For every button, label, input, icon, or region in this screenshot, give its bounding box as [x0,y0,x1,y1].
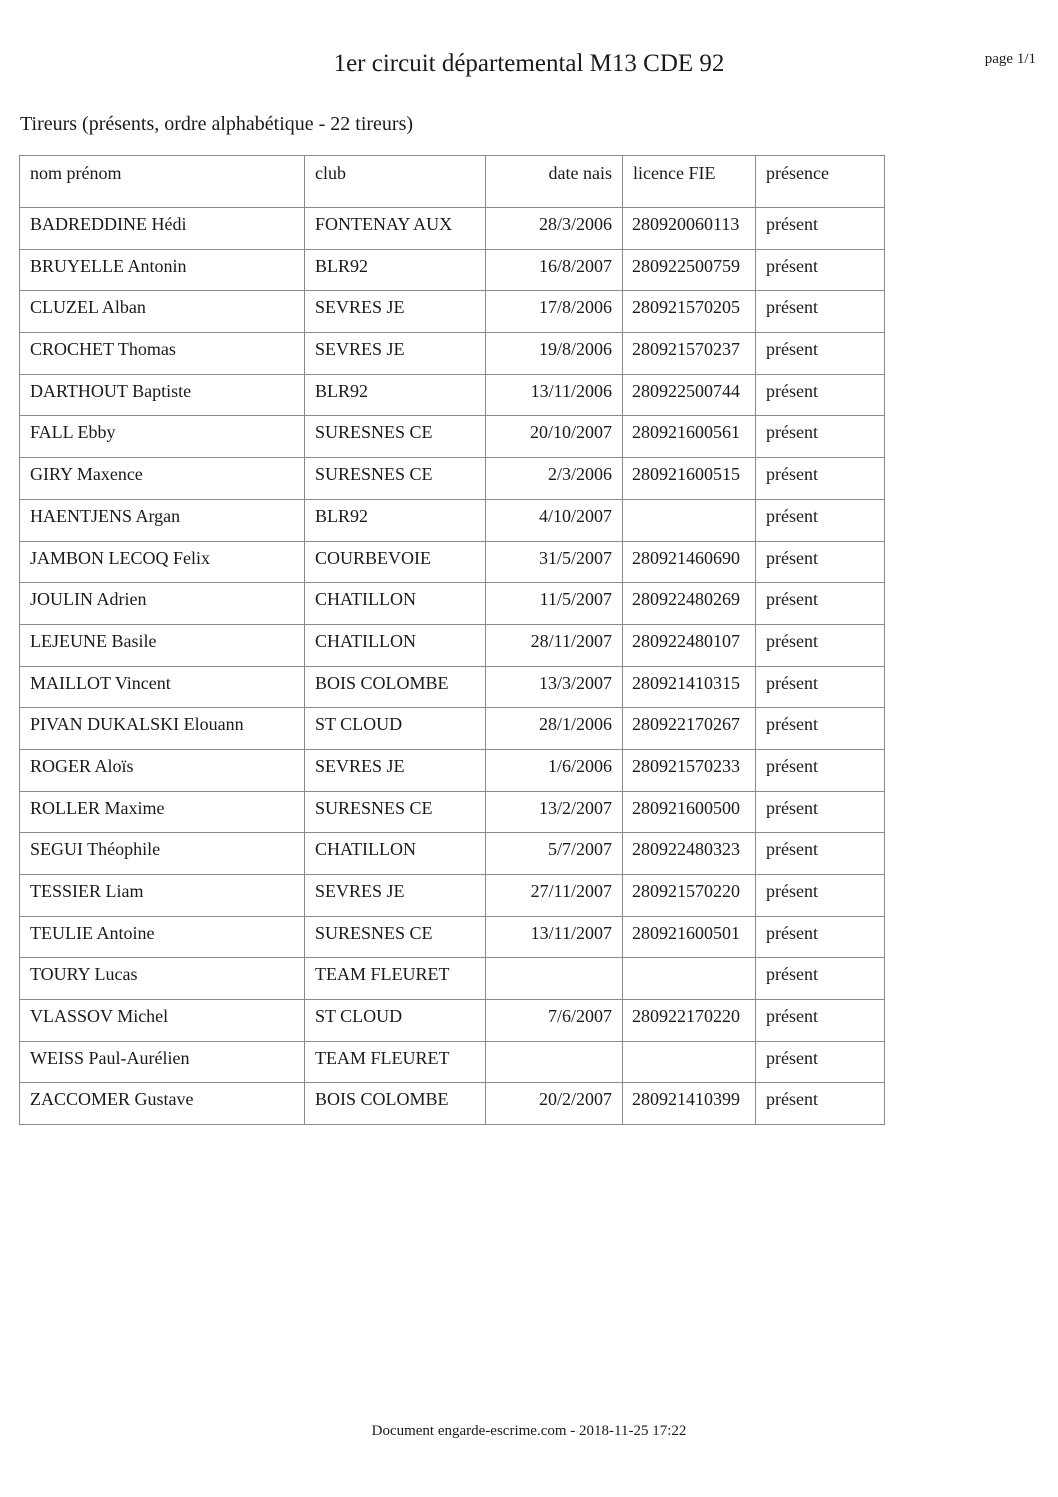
cell-birthdate: 13/2/2007 [486,791,623,833]
table-row [20,458,885,500]
cell-birthdate: 27/11/2007 [486,875,623,917]
table-header-row [20,156,885,208]
cell-club: SEVRES JE [305,333,486,375]
cell-birthdate [486,1041,623,1083]
cell-licence: 280921600500 [623,791,756,833]
cell-licence: 280922480323 [623,833,756,875]
cell-presence: présent [756,416,885,458]
fencers-table [19,155,885,1125]
cell-club: ST CLOUD [305,708,486,750]
cell-licence: 280921600515 [623,458,756,500]
cell-name: JOULIN Adrien [20,583,305,625]
cell-licence: 280922170267 [623,708,756,750]
cell-birthdate: 17/8/2006 [486,291,623,333]
cell-licence: 280921600561 [623,416,756,458]
cell-licence: 280921600501 [623,916,756,958]
cell-birthdate: 13/11/2007 [486,916,623,958]
cell-licence [623,958,756,1000]
cell-name: HAENTJENS Argan [20,499,305,541]
cell-licence [623,1041,756,1083]
cell-name: MAILLOT Vincent [20,666,305,708]
cell-birthdate: 7/6/2007 [486,1000,623,1042]
table-row [20,791,885,833]
cell-presence: présent [756,458,885,500]
cell-presence: présent [756,499,885,541]
cell-birthdate: 1/6/2006 [486,749,623,791]
cell-club: CHATILLON [305,833,486,875]
cell-presence: présent [756,833,885,875]
table-row [20,666,885,708]
cell-club: TEAM FLEURET [305,1041,486,1083]
cell-name: BADREDDINE Hédi [20,208,305,250]
table-row [20,499,885,541]
table-row [20,1083,885,1125]
cell-name: FALL Ebby [20,416,305,458]
cell-presence: présent [756,791,885,833]
cell-club: SEVRES JE [305,875,486,917]
cell-name: LEJEUNE Basile [20,624,305,666]
cell-name: ROLLER Maxime [20,791,305,833]
table-row [20,708,885,750]
table-row [20,333,885,375]
cell-presence: présent [756,1083,885,1125]
cell-club: CHATILLON [305,624,486,666]
column-header-licence: licence FIE [623,156,756,208]
cell-name: TOURY Lucas [20,958,305,1000]
table-row [20,583,885,625]
table-row [20,416,885,458]
cell-presence: présent [756,958,885,1000]
cell-birthdate: 31/5/2007 [486,541,623,583]
cell-licence: 280920060113 [623,208,756,250]
cell-name: SEGUI Théophile [20,833,305,875]
cell-name: CROCHET Thomas [20,333,305,375]
cell-licence: 280921410399 [623,1083,756,1125]
table-row [20,374,885,416]
cell-licence: 280922500759 [623,249,756,291]
cell-club: BLR92 [305,374,486,416]
cell-birthdate: 28/1/2006 [486,708,623,750]
cell-birthdate: 13/3/2007 [486,666,623,708]
cell-birthdate: 16/8/2007 [486,249,623,291]
section-subtitle: Tireurs (présents, ordre alphabétique - 22 tireurs) [20,113,414,135]
page-number: page 1/1 [984,51,1036,67]
cell-birthdate: 11/5/2007 [486,583,623,625]
cell-club: BLR92 [305,249,486,291]
cell-name: ROGER Aloïs [20,749,305,791]
cell-licence: 280921570233 [623,749,756,791]
cell-club: SEVRES JE [305,291,486,333]
cell-licence: 280922170220 [623,1000,756,1042]
column-header-presence: présence [756,156,885,208]
table-row [20,958,885,1000]
cell-birthdate: 28/3/2006 [486,208,623,250]
cell-name: WEISS Paul-Aurélien [20,1041,305,1083]
cell-presence: présent [756,333,885,375]
cell-licence: 280921570205 [623,291,756,333]
cell-name: PIVAN DUKALSKI Elouann [20,708,305,750]
cell-name: TEULIE Antoine [20,916,305,958]
table-row [20,749,885,791]
column-header-birthdate: date nais [486,156,623,208]
table-body [20,208,885,1125]
cell-presence: présent [756,1041,885,1083]
cell-birthdate: 2/3/2006 [486,458,623,500]
cell-club: SURESNES CE [305,916,486,958]
cell-name: DARTHOUT Baptiste [20,374,305,416]
cell-birthdate: 4/10/2007 [486,499,623,541]
table-row [20,916,885,958]
cell-club: BLR92 [305,499,486,541]
cell-licence: 280922500744 [623,374,756,416]
cell-club: SURESNES CE [305,458,486,500]
cell-licence: 280922480107 [623,624,756,666]
table-row [20,249,885,291]
cell-club: FONTENAY AUX [305,208,486,250]
cell-club: ST CLOUD [305,1000,486,1042]
cell-licence: 280921570237 [623,333,756,375]
cell-presence: présent [756,624,885,666]
table-row [20,1000,885,1042]
cell-birthdate: 20/10/2007 [486,416,623,458]
cell-club: SURESNES CE [305,791,486,833]
cell-presence: présent [756,875,885,917]
cell-presence: présent [756,749,885,791]
cell-licence [623,499,756,541]
cell-birthdate: 13/11/2006 [486,374,623,416]
cell-presence: présent [756,708,885,750]
cell-birthdate: 19/8/2006 [486,333,623,375]
cell-licence: 280921460690 [623,541,756,583]
column-header-name: nom prénom [20,156,305,208]
cell-presence: présent [756,291,885,333]
table-row [20,833,885,875]
cell-name: CLUZEL Alban [20,291,305,333]
cell-presence: présent [756,583,885,625]
cell-name: ZACCOMER Gustave [20,1083,305,1125]
document-footer: Document engarde-escrime.com - 2018-11-25 17:22 [371,1423,687,1439]
cell-presence: présent [756,208,885,250]
cell-birthdate: 5/7/2007 [486,833,623,875]
cell-club: TEAM FLEURET [305,958,486,1000]
cell-name: VLASSOV Michel [20,1000,305,1042]
cell-licence: 280921410315 [623,666,756,708]
table-row [20,624,885,666]
cell-name: TESSIER Liam [20,875,305,917]
cell-club: COURBEVOIE [305,541,486,583]
cell-presence: présent [756,541,885,583]
page-title: 1er circuit départemental M13 CDE 92 [333,50,725,77]
cell-licence: 280921570220 [623,875,756,917]
cell-presence: présent [756,1000,885,1042]
cell-licence: 280922480269 [623,583,756,625]
cell-club: CHATILLON [305,583,486,625]
cell-presence: présent [756,916,885,958]
cell-club: BOIS COLOMBE [305,1083,486,1125]
cell-name: JAMBON LECOQ Felix [20,541,305,583]
table-row [20,1041,885,1083]
cell-club: SEVRES JE [305,749,486,791]
cell-birthdate: 20/2/2007 [486,1083,623,1125]
cell-club: BOIS COLOMBE [305,666,486,708]
cell-birthdate: 28/11/2007 [486,624,623,666]
table-row [20,875,885,917]
cell-presence: présent [756,249,885,291]
table-row [20,541,885,583]
cell-presence: présent [756,666,885,708]
table-row [20,291,885,333]
cell-club: SURESNES CE [305,416,486,458]
cell-name: BRUYELLE Antonin [20,249,305,291]
cell-presence: présent [756,374,885,416]
cell-birthdate [486,958,623,1000]
table-row [20,208,885,250]
column-header-club: club [305,156,486,208]
cell-name: GIRY Maxence [20,458,305,500]
